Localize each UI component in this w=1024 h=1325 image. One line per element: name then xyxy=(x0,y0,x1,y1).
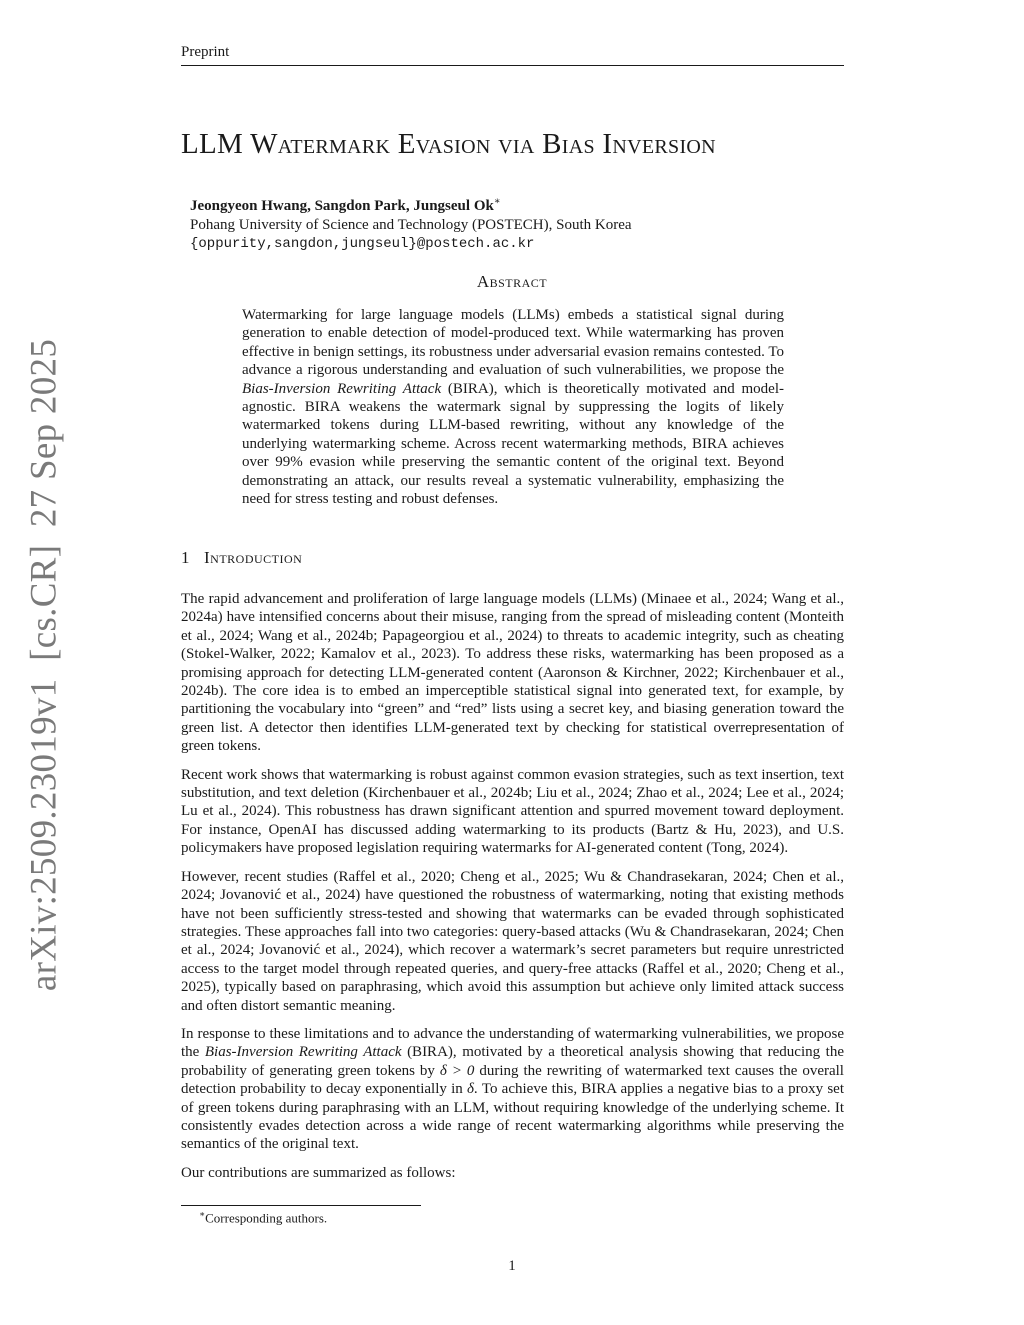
paragraph: The rapid advancement and proliferation of large language models (LLMs) (Minaee et al., 2024; Wang et al., 2024a) have intensified concerns about their misuse, ranging from the spread of misleading content (Monteith et al., 2024; Wang et al., 2024b; Papageorgiou et al., 2024) to threats to academic integrity, such as cheating (Stokel-Walker, 2022; Kamalov et al., 2023). To address these risks, watermarking has been proposed as a promising approach for detecting LLM-generated content (Aaronson & Kirchner, 2022; Kirchenbauer et al., 2024b). The core idea is to embed an imperceptible statistical signal into generated text, for example, by partitioning the vocabulary into “green” and “red” lists using a secret key, and biasing generation toward the green list. A detector then identifies LLM-generated text by checking for statistical overrepresentation of green tokens. xyxy=(181,591,844,755)
section-number: 1 xyxy=(181,548,190,567)
corresponding-marker: ∗ xyxy=(493,196,501,207)
arxiv-category: [cs.CR] xyxy=(23,544,65,661)
paragraph: Recent work shows that watermarking is robust against common evasion strategies, such as text insertion, text substitution, and text deletion (Kirchenbauer et al., 2024b; Liu et al., 2024; Zhao et al., 2024; Lee et al., 2024; Lu et al., 2024). This robustness has drawn significant attention and spurred movement toward deployment. For instance, OpenAI has discussed adding watermarking to its products (Bartz & Hu, 2023), and U.S. policymakers have proposed legislation requiring watermarks for AI-generated content (Tong, 2024). xyxy=(181,766,844,857)
paragraph: However, recent studies (Raffel et al., 2020; Cheng et al., 2025; Wu & Chandrasekaran, 2024; Chen et al., 2024; Jovanović et al., 2024) have questioned the robustness of watermarking, noting that existing methods have not been sufficiently stress-tested and showing that watermarks can be evaded through sophisticated strategies. These approaches fall into two categories: query-based attacks (Wu & Chandrasekaran, 2024; Chen et al., 2024; Jovanović et al., 2024), which recover a watermark’s secret parameters but require unrestricted access to the target model through repeated queries, and query-free attacks (Raffel et al., 2020; Cheng et al., 2025), typically based on paraphrasing, which avoid this assumption but achieve only limited attack success and often distort semantic meaning. xyxy=(181,868,844,1014)
affiliation: Pohang University of Science and Technology (POSTECH), South Korea xyxy=(190,217,632,233)
body-text xyxy=(181,590,844,1192)
running-header: Preprint xyxy=(181,44,230,60)
math-delta-gt-zero: δ > 0 xyxy=(439,1062,475,1079)
paragraph: Our contributions are summarized as follows: xyxy=(181,1164,456,1181)
page-number: 1 xyxy=(508,1258,516,1274)
paper-title: LLM Watermark Evasion via Bias Inversion xyxy=(181,128,716,160)
header-rule xyxy=(181,65,844,66)
author-emails[interactable]: {oppurity,sangdon,jungseul}@postech.ac.kr xyxy=(190,236,535,252)
footnote-rule xyxy=(181,1205,421,1206)
attack-name: Bias-Inversion Rewriting Attack xyxy=(242,380,442,397)
abstract-heading: Abstract xyxy=(476,272,548,291)
footnote xyxy=(199,1209,327,1226)
author-names: Jeongyeon Hwang, Sangdon Park, Jungseul Ok∗ xyxy=(190,196,501,214)
arxiv-date: 27 Sep 2025 xyxy=(23,338,65,528)
attack-name: Bias-Inversion Rewriting Attack xyxy=(204,1044,402,1061)
author-block xyxy=(190,192,830,254)
arxiv-identifier[interactable] xyxy=(23,335,66,995)
footnote-text: Corresponding authors. xyxy=(205,1210,328,1226)
paragraph: In response to these limitations and to advance the understanding of watermarking vulnerabilities, we propose the Bias-Inversion Rewriting Attack (BIRA), motivated by a theoretical analysis showing that reducing the probability of generating green tokens by δ > 0 during the rewriting of watermarked text causes the overall detection probability to decay exponentially in δ. To achieve this, BIRA applies a negative bias to a proxy set of green tokens during paraphrasing with an LLM, without requiring knowledge of the underlying scheme. It consistently evades detection across a wide range of recent watermarking algorithms while preserving the semantics of the original text. xyxy=(181,1025,844,1153)
section-title: Introduction xyxy=(204,548,303,567)
footnote-marker: ∗ xyxy=(199,1209,206,1219)
abstract-text: Watermarking for large language models (LLMs) embeds a statistical signal during generation to enable detection of model-produced text. While watermarking has proven effective in benign settings, its robustness under adversarial evasion remains contested. To advance a rigorous understanding and evaluation of such vulnerabilities, we propose the Bias-Inversion Rewriting Attack (BIRA), which is theoretically motivated and model-agnostic. BIRA weakens the watermark signal by suppressing the logits of likely watermarked tokens during LLM-based rewriting, without any knowledge of the underlying watermarking scheme. Across recent watermarking methods, BIRA achieves over 99% evasion while preserving the semantic content of the original text. Beyond demonstrating an attack, our results reveal a systematic vulnerability, emphasizing the need for stress testing and robust defenses. xyxy=(242,307,785,508)
math-delta: δ xyxy=(466,1081,474,1098)
section-heading xyxy=(181,548,302,568)
arxiv-id: arXiv:2509.23019v1 xyxy=(23,678,65,992)
